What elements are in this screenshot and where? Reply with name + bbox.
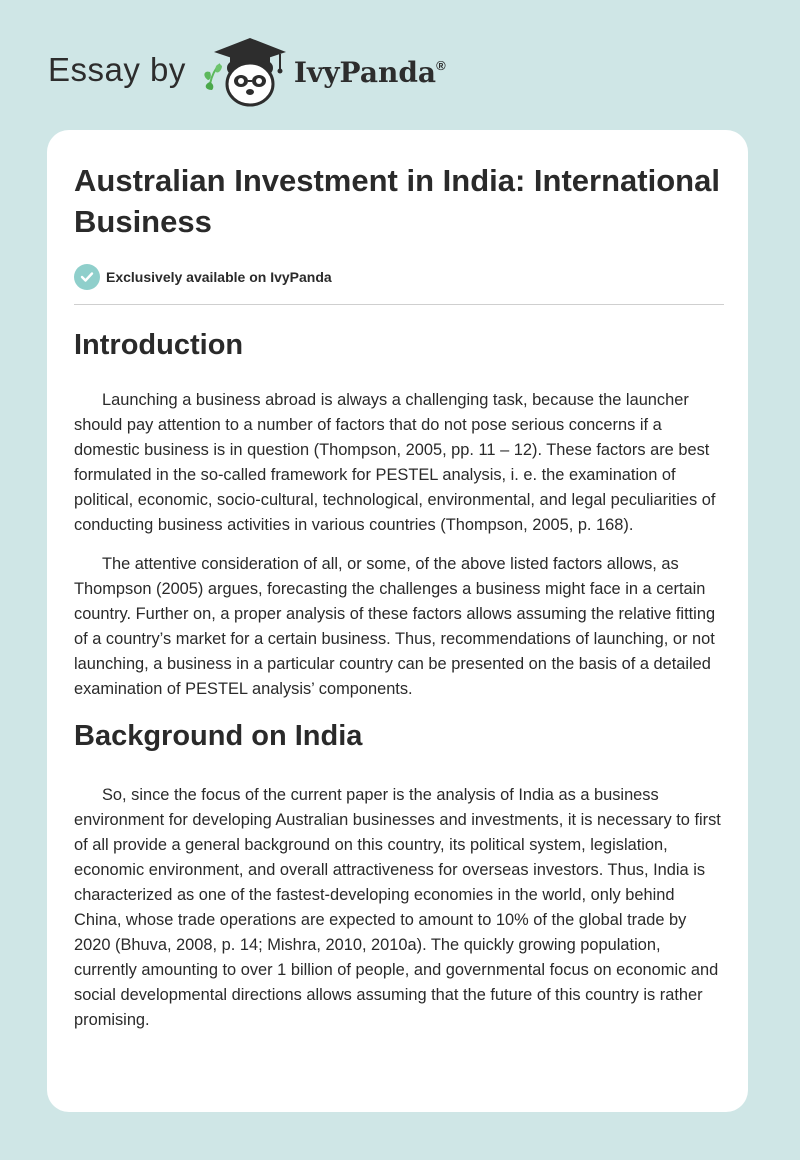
article-title: Australian Investment in India: International Business <box>74 163 720 239</box>
paragraph: The attentive consideration of all, or some, of the above listed factors allows, as Thompson (2005) argues, forecasting the challenges a business might face in a certain country. Further on, a proper analysis of these factors allows assuming the relative fitting of a country’s market for a certain business. Thus, recommendations of launching, or not launching, a business in a particular country can be presented on the basis of a detailed examination of PESTEL analysis’ components. <box>74 555 716 698</box>
ivypanda-logo-icon[interactable] <box>200 34 288 110</box>
exclusive-badge-text: Exclusively available on IvyPanda <box>106 269 332 285</box>
essay-by-label: Essay by <box>48 51 186 88</box>
section-heading-introduction: Introduction <box>74 329 244 361</box>
article-card <box>47 130 748 1112</box>
registered-mark: ® <box>436 57 446 73</box>
exclusive-badge <box>74 262 724 292</box>
brand-name[interactable]: IvyPanda® <box>293 55 446 89</box>
paragraph: Launching a business abroad is always a challenging task, because the launcher should pay attention to a number of factors that do not pose serious concerns if a domestic business is in question (Thompson, 2005, pp. 11 – 12). These factors are best formulated in the so-called framework for PESTEL analysis, i. e. the examination of political, economic, socio-cultural, technological, environmental, and legal peculiarities of conducting business activities in various countries (Thompson, 2005, p. 168). <box>74 391 716 534</box>
check-icon <box>74 264 100 290</box>
site-header <box>48 32 446 112</box>
section-heading-background: Background on India <box>74 720 363 752</box>
paragraph: So, since the focus of the current paper is the analysis of India as a business environment for developing Australian businesses and investments, it is necessary to first of all provide a general background on this country, its political system, legislation, economic environment, and overall attractiveness for overseas investors. Thus, India is characterized as one of the fastest-developing economies in the world, only behind China, whose trade operations are expected to amount to 10% of the global trade by 2020 (Bhuva, 2008, p. 14; Mishra, 2010, 2010a). The quickly growing population, currently amounting to over 1 billion of people, and governmental focus on economic and social developmental directions allows assuming that the future of this country is rather promising. <box>74 786 721 1029</box>
divider <box>74 304 724 305</box>
